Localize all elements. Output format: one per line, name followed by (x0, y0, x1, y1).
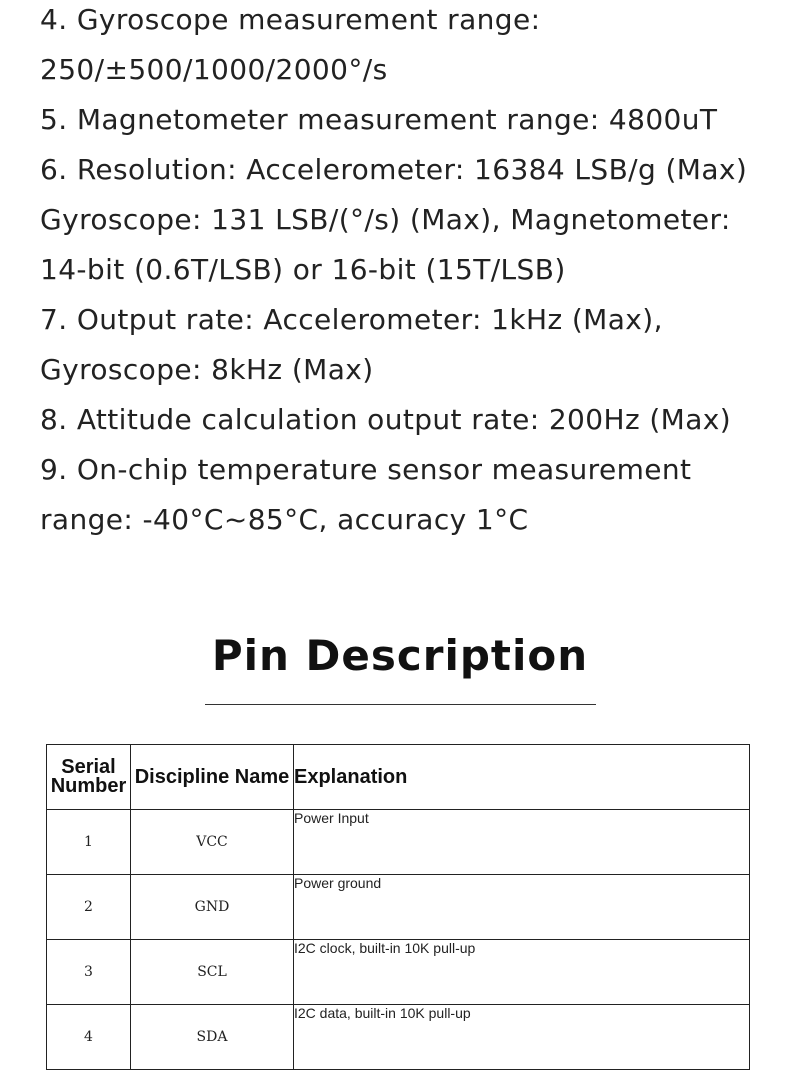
header-serial-line1: Serial (61, 756, 116, 778)
row-explanation: I2C data, built-in 10K pull-up (294, 1005, 750, 1070)
table-row (47, 940, 750, 1005)
row-pin-name: SDA (131, 1005, 294, 1070)
spec-line: range: -40°C~85°C, accuracy 1°C (40, 503, 529, 536)
row-explanation: Power ground (294, 875, 750, 940)
spec-line: 6. Resolution: Accelerometer: 16384 LSB/g (Max) (40, 153, 748, 186)
spec-line: 4. Gyroscope measurement range: (40, 3, 541, 36)
title-divider (205, 704, 596, 705)
pin-table (46, 744, 750, 1070)
row-explanation: I2C clock, built-in 10K pull-up (294, 940, 750, 1005)
row-pin-name: GND (131, 875, 294, 940)
table-row (47, 875, 750, 940)
spec-line: 9. On-chip temperature sensor measurement (40, 453, 692, 486)
row-serial: 4 (47, 1005, 131, 1070)
row-serial: 2 (47, 875, 131, 940)
row-serial: 3 (47, 940, 131, 1005)
spec-line: 250/±500/1000/2000°/s (40, 53, 388, 86)
section-title: Pin Description (211, 631, 589, 680)
table-row (47, 810, 750, 875)
spec-line: 5. Magnetometer measurement range: 4800uT (40, 103, 718, 136)
spec-line: 7. Output rate: Accelerometer: 1kHz (Max), (40, 303, 663, 336)
header-serial-number (47, 745, 131, 810)
row-explanation: Power Input (294, 810, 750, 875)
header-serial-line2: Number (50, 775, 127, 797)
spec-line: Gyroscope: 8kHz (Max) (40, 353, 374, 386)
row-serial: 1 (47, 810, 131, 875)
header-explanation: Explanation (294, 745, 750, 810)
row-pin-name: VCC (131, 810, 294, 875)
table-header-row (47, 745, 750, 810)
spec-list (40, 0, 780, 545)
header-discipline-name: Discipline Name (131, 745, 294, 810)
table-row (47, 1005, 750, 1070)
spec-line: 8. Attitude calculation output rate: 200Hz (Max) (40, 403, 732, 436)
spec-line: Gyroscope: 131 LSB/(°/s) (Max), Magnetometer: (40, 203, 731, 236)
row-pin-name: SCL (131, 940, 294, 1005)
spec-line: 14-bit (0.6T/LSB) or 16-bit (15T/LSB) (40, 253, 566, 286)
